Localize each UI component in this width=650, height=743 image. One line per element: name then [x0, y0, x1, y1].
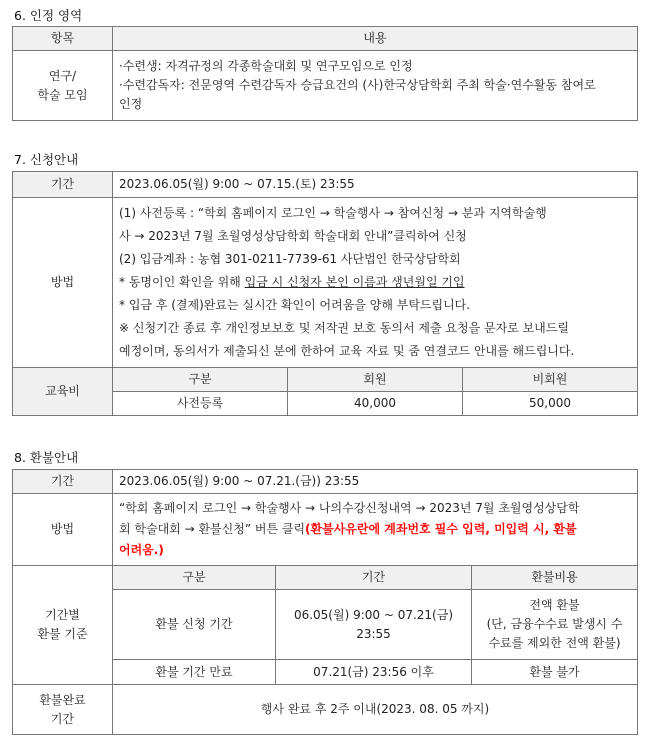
method-line-5: * 입금 후 (결제)완료는 실시간 확인이 어려움을 양해 부탁드립니다.: [119, 298, 471, 312]
method-line-2: 사 → 2023년 7월 초월영성상담학회 학술대회 안내”클릭하여 신청: [119, 229, 467, 243]
criteria-expired-label: 환불 기간 만료: [113, 660, 276, 685]
content-line-2: ·수련감독자: 전문영역 수련감독자 승급요건의 (사)한국상담학회 주최 학술·연수활동 참여로: [119, 78, 596, 92]
criteria-request-period-label: 환불 신청 기간: [113, 590, 276, 660]
period-label: 기간: [13, 172, 113, 198]
refund-method-line-2-text: 회 학술대회 → 환불신청” 버튼 클릭: [119, 522, 306, 536]
fee-header-category: 구분: [113, 368, 288, 392]
refund-done-label: [13, 685, 113, 735]
criteria-label-line-1: 기간별: [45, 608, 80, 622]
refund-table: [12, 469, 638, 735]
refund-method-content: [113, 494, 638, 566]
criteria-expired-period: 07.21(금) 23:56 이후: [276, 660, 472, 685]
refund-warning: (환불사유란에 계좌번호 필수 입력, 미입력 시, 환불: [305, 522, 577, 536]
criteria-request-cost: [472, 590, 638, 660]
header-content: 내용: [113, 27, 638, 51]
done-label-line-2: 기간: [50, 711, 75, 726]
refund-period-value: 2023.06.05(월) 9:00 ~ 07.21.(금)) 23:55: [113, 470, 638, 494]
section-8-title: 8. 환불안내: [14, 450, 79, 465]
section-6-title: 6. 인정 영역: [14, 8, 83, 23]
refund-criteria-label: [13, 566, 113, 685]
criteria-expired-cost: 환불 불가: [472, 660, 638, 685]
period-value: 2023.06.05(월) 9:00 ~ 07.15.(토) 23:55: [113, 172, 638, 198]
refund-method-line-1: “학회 홈페이지 로그인 → 학술행사 → 나의수강신청내역 → 2023년 7월 초월영성상담학: [119, 501, 580, 515]
refund-warning-line-2: 어려움.): [119, 543, 164, 557]
cost-line-3: 수료를 제외한 전액 환불): [488, 636, 621, 650]
fee-member: 40,000: [288, 392, 463, 416]
method-line-6: ※ 신청기간 종료 후 개인정보보호 및 저작권 보호 동의서 제출 요청을 문자로 보내드릴: [119, 321, 569, 335]
fee-label: 교육비: [13, 368, 113, 416]
cost-line-1: 전액 환불: [529, 598, 580, 612]
recognition-table: [12, 26, 638, 121]
cost-line-2: (단, 금융수수료 발생시 수: [486, 617, 623, 631]
recognition-content: [113, 51, 638, 121]
refund-period-label: 기간: [13, 470, 113, 494]
content-line-1: ·수련생: 자격규정의 각종학술대회 및 연구모임으로 인정: [119, 59, 413, 73]
done-label-line-1: 환불완료: [39, 692, 86, 707]
method-line-3: (2) 입금계좌 : 농협 301-0211-7739-61 사단법인 한국상담학회: [119, 252, 461, 266]
criteria-header-period: 기간: [276, 566, 472, 590]
fee-header-member: 회원: [288, 368, 463, 392]
fee-header-nonmember: 비회원: [463, 368, 638, 392]
content-line-3: 인정: [119, 97, 143, 111]
header-item: 항목: [13, 27, 113, 51]
method-line-4-text: * 동명이인 확인을 위해: [119, 275, 245, 289]
method-line-7: 예정이며, 동의서가 제출되신 분에 한하여 교육 자료 및 줌 연결코드 안내를 해드립니다.: [119, 344, 575, 358]
fee-category: 사전등록: [113, 392, 288, 416]
row-label-line-2: 학술 모임: [37, 87, 88, 102]
method-line-1: (1) 사전등록 : “학회 홈페이지 로그인 → 학술행사 → 참여신청 → 분과 지역학술행: [119, 206, 547, 220]
application-table: [12, 171, 638, 416]
criteria-header-cost: 환불비용: [472, 566, 638, 590]
fee-nonmember: 50,000: [463, 392, 638, 416]
method-line-4: [119, 271, 631, 294]
criteria-label-line-2: 환불 기준: [37, 627, 88, 641]
row-label-line-1: 연구/: [48, 68, 77, 83]
section-7-title: 7. 신청안내: [14, 152, 79, 167]
criteria-request-period-value: 06.05(월) 9:00 ~ 07.21(금) 23:55: [276, 590, 472, 660]
refund-method-line-2: [119, 519, 631, 540]
method-label: 방법: [13, 198, 113, 368]
criteria-header-category: 구분: [113, 566, 276, 590]
method-line-4-underlined: 입금 시 신청자 본인 이름과 생년월일 기입: [244, 275, 465, 289]
method-content: [113, 198, 638, 368]
refund-method-label: 방법: [13, 494, 113, 566]
refund-done-value: 행사 완료 후 2주 이내(2023. 08. 05 까지): [113, 685, 638, 735]
row-label-research: [13, 51, 113, 121]
